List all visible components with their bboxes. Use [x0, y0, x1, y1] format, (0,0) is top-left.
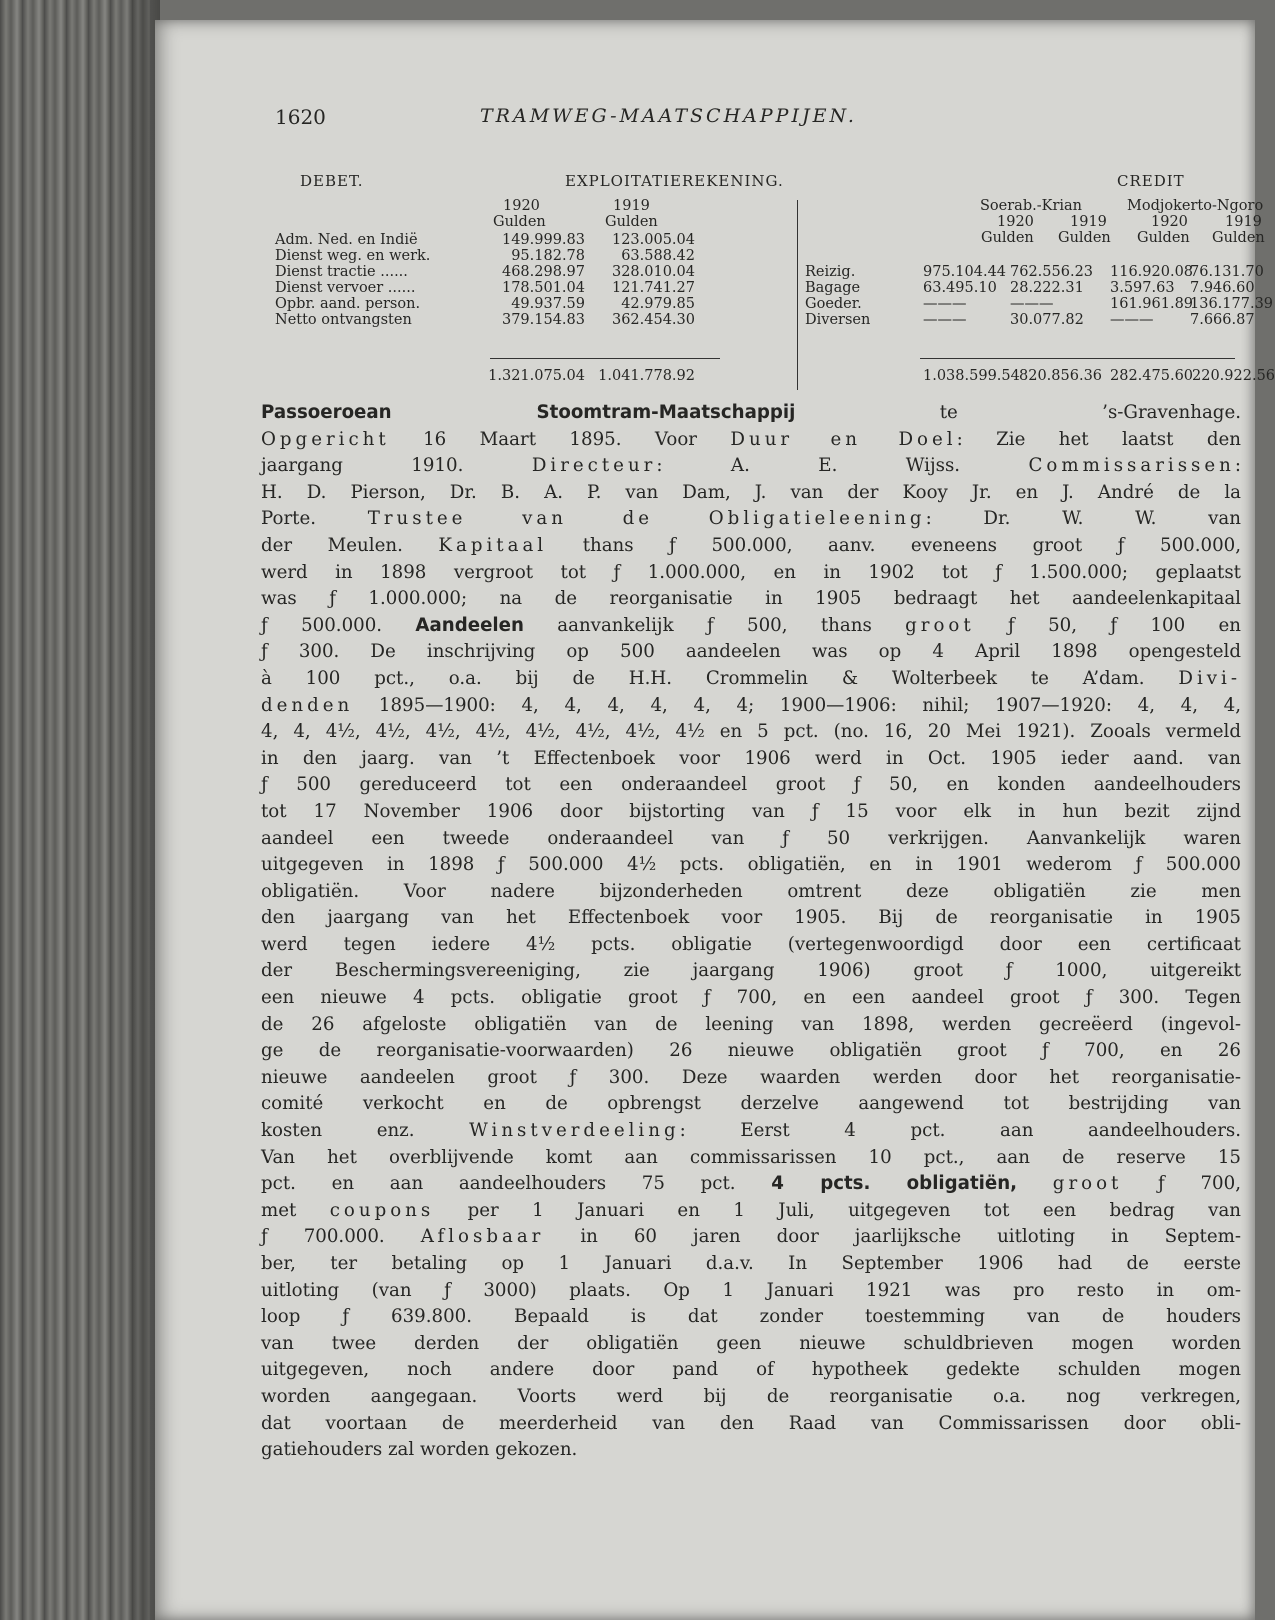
text-line — [261, 932, 1241, 959]
debit-row-label: Dienst tractie ...... — [275, 264, 408, 280]
text-run: jaargang 1910. — [261, 455, 532, 477]
credit-total-rule — [920, 358, 1235, 359]
text-run: H. D. Pierson, Dr. B. A. P. van Dam, J. van der Kooy Jr. en J. André de la — [261, 481, 1241, 503]
text-line — [261, 400, 1241, 427]
spaced-keyword: groot — [1052, 1173, 1123, 1195]
text-run: ge de reorganisatie-voorwaarden) 26 nieuwe obligatiën groot ƒ 700, en 26 — [261, 1040, 1241, 1062]
text-run: : Eerst 4 pct. aan aandeelhouders. — [679, 1120, 1242, 1142]
text-line — [261, 693, 1241, 720]
credit-value: 116.920.08 — [1110, 264, 1194, 280]
text-line — [261, 958, 1241, 985]
text-run: aandeel een tweede onderaandeel van ƒ 50 verkrijgen. Aanvankelijk waren — [261, 827, 1241, 849]
text-run: : A. E. Wijss. — [656, 455, 1029, 477]
text-line — [261, 1118, 1241, 1145]
spaced-keyword: groot — [905, 614, 975, 636]
text-line — [261, 586, 1241, 613]
spaced-keyword: Aflosbaar — [420, 1226, 545, 1248]
debit-value-1919: 42.979.85 — [621, 296, 695, 312]
text-run: ƒ 50, ƒ 100 en — [974, 614, 1241, 636]
debit-total-1919: 1.041.778.92 — [598, 368, 695, 384]
page-number: 1620 — [275, 105, 326, 129]
debet-heading: DEBET. — [300, 172, 364, 190]
text-run: te ’s-Gravenhage. — [795, 402, 1241, 423]
debit-value-1920: 95.182.78 — [511, 248, 585, 264]
text-run: comité verkocht en de opbrengst derzelve aangewend tot bestrijding van — [261, 1093, 1241, 1115]
text-line — [261, 1012, 1241, 1039]
credit-value: 975.104.44 — [923, 264, 1007, 280]
credit-value: 63.495.10 — [923, 280, 997, 296]
text-line — [261, 746, 1241, 773]
exploitatierekening-table — [275, 170, 1275, 400]
debit-row-label: Netto ontvangsten — [275, 312, 412, 328]
debit-value-1920: 468.298.97 — [501, 264, 585, 280]
bold-heading: Aandeelen — [415, 614, 524, 636]
text-line — [261, 453, 1241, 480]
text-line — [261, 1065, 1241, 1092]
credit-group-soerab-krian: Soerab.-Krian — [980, 198, 1082, 214]
text-line — [261, 799, 1241, 826]
text-run: was ƒ 1.000.000; na de reorganisatie in 1905 bedraagt het aandeelenkapitaal — [261, 588, 1241, 610]
text-run: Porte. — [261, 508, 368, 530]
credit-total: 1.038.599.54 — [923, 368, 1020, 384]
credit-year: 1919 — [1225, 214, 1262, 230]
debit-total-1920: 1.321.075.04 — [488, 368, 585, 384]
debit-value-1919: 123.005.04 — [611, 232, 695, 248]
credit-row-label: Diversen — [805, 312, 871, 328]
text-run: : Zie het laatst den — [956, 428, 1241, 450]
text-line — [261, 1145, 1241, 1172]
text-line — [261, 1357, 1241, 1384]
credit-value: ——— — [923, 296, 967, 312]
text-line — [261, 1331, 1241, 1358]
credit-row-label: Goeder. — [805, 296, 862, 312]
text-run: uitloting (van ƒ 3000) plaats. Op 1 Januari 1921 was pro resto in om- — [261, 1279, 1241, 1301]
spaced-keyword: Directeur — [531, 455, 657, 477]
credit-value: 161.961.89 — [1110, 296, 1194, 312]
text-run: met — [261, 1199, 330, 1221]
text-line — [261, 639, 1241, 666]
text-run: uitgegeven in 1898 ƒ 500.000 4½ pcts. obligatiën, en in 1901 wederom ƒ 500.000 — [261, 854, 1241, 876]
text-run: pct. en aan aandeelhouders 75 pct. — [261, 1173, 772, 1195]
credit-value: 7.666.87 — [1190, 312, 1255, 328]
debit-year-1919: 1919 — [613, 198, 650, 214]
debit-unit-1920: Gulden — [493, 214, 546, 230]
exploitatierekening-heading: EXPLOITATIEREKENING. — [565, 172, 784, 190]
debit-row-label: Opbr. aand. person. — [275, 296, 421, 312]
text-line — [261, 1278, 1241, 1305]
text-line — [261, 852, 1241, 879]
credit-value: 30.077.82 — [1010, 312, 1084, 328]
gutter-shadow — [120, 0, 160, 1620]
text-run — [1017, 1173, 1053, 1194]
text-run: werd in 1898 vergroot tot ƒ 1.000.000, en in 1902 tot ƒ 1.500.000; geplaatst — [261, 561, 1241, 583]
company-entry-text — [261, 400, 1241, 1464]
running-title: TRAMWEG-MAATSCHAPPIJEN. — [480, 105, 857, 127]
spaced-keyword: Winstverdeeling — [469, 1120, 680, 1142]
text-run: : Dr. W. W. van — [925, 508, 1241, 530]
text-run: dat voortaan de meerderheid van den Raad van Commissarissen door obli- — [261, 1412, 1241, 1434]
credit-year: 1920 — [1151, 214, 1188, 230]
text-run: der Meulen. — [261, 534, 439, 556]
spaced-keyword: Divi- — [1178, 667, 1241, 689]
bold-heading: 4 pcts. obligatiën, — [771, 1173, 1018, 1195]
text-run: aanvankelijk ƒ 500, thans — [523, 614, 906, 636]
debit-unit-1919: Gulden — [605, 214, 658, 230]
text-line — [261, 560, 1241, 587]
text-run: werd tegen iedere 4½ pcts. obligatie (vertegenwoordigd door een certificaat — [261, 933, 1241, 955]
text-run: der Beschermingsvereeniging, zie jaargang 1906) groot ƒ 1000, uitgereikt — [261, 960, 1241, 982]
text-line — [261, 1437, 1241, 1464]
text-line — [261, 1304, 1241, 1331]
credit-unit: Gulden — [1137, 230, 1190, 246]
spaced-keyword: Commissarissen — [1028, 455, 1235, 477]
credit-value: 762.556.23 — [1010, 264, 1094, 280]
text-run: gatiehouders zal worden gekozen. — [261, 1439, 578, 1461]
credit-unit: Gulden — [1058, 230, 1111, 246]
text-line — [261, 427, 1241, 454]
text-run: 16 Maart 1895. Voor — [389, 428, 731, 450]
text-line — [261, 533, 1241, 560]
credit-row-label: Reizig. — [805, 264, 856, 280]
text-line — [261, 1224, 1241, 1251]
text-run: Van het overblijvende komt aan commissarissen 10 pct., aan de reserve 15 — [261, 1146, 1241, 1168]
spaced-keyword: denden — [261, 694, 354, 716]
credit-value: 3.597.63 — [1110, 280, 1175, 296]
debit-row-label: Dienst weg. en werk. — [275, 248, 431, 264]
text-line — [261, 1198, 1241, 1225]
text-line — [261, 1411, 1241, 1438]
text-run: ber, ter betaling op 1 Januari d.a.v. In September 1906 had de eerste — [261, 1253, 1241, 1274]
credit-row-label: Bagage — [805, 280, 861, 296]
text-line — [261, 772, 1241, 799]
credit-year: 1919 — [1070, 214, 1107, 230]
text-run: ƒ 300. De inschrijving op 500 aandeelen was op 4 April 1898 opengesteld — [261, 641, 1241, 663]
text-run: kosten enz. — [261, 1120, 470, 1142]
text-line — [261, 985, 1241, 1012]
debit-value-1920: 379.154.83 — [501, 312, 585, 328]
text-run: van twee derden der obligatiën geen nieuwe schuldbrieven mogen worden — [261, 1332, 1241, 1354]
credit-value: 7.946.60 — [1190, 280, 1255, 296]
text-line — [261, 905, 1241, 932]
text-run: uitgegeven, noch andere door pand of hypotheek gedekte schulden mogen — [261, 1359, 1241, 1381]
spaced-keyword: Duur en Doel — [730, 428, 957, 450]
credit-value: 28.222.31 — [1010, 280, 1084, 296]
credit-value: ——— — [1110, 312, 1154, 328]
text-run: thans ƒ 500.000, aanv. eveneens groot ƒ 500.000, — [547, 534, 1241, 556]
debit-row-label: Adm. Ned. en Indië — [275, 232, 418, 248]
credit-heading: CREDIT — [1117, 172, 1185, 190]
credit-year: 1920 — [997, 214, 1034, 230]
text-line — [261, 1171, 1241, 1198]
text-line — [261, 666, 1241, 693]
text-run: ƒ 700.000. — [261, 1226, 421, 1248]
credit-value: ——— — [1010, 296, 1054, 312]
text-run: in 60 jaren door jaarlijksche uitloting in Septem- — [544, 1226, 1241, 1248]
debit-value-1919: 63.588.42 — [621, 248, 695, 264]
text-run: 4, 4, 4½, 4½, 4½, 4½, 4½, 4½, 4½, 4½ en 5 pct. (no. 16, 20 Mei 1921). Zooals vermeld — [261, 721, 1241, 743]
text-line — [261, 506, 1241, 533]
spaced-keyword: coupons — [329, 1199, 435, 1221]
text-run: 1895—1900: 4, 4, 4, 4, 4, 4; 1900—1906: nihil; 1907—1920: 4, 4, 4, — [353, 694, 1241, 716]
credit-value: ——— — [923, 312, 967, 328]
credit-unit: Gulden — [981, 230, 1034, 246]
text-line — [261, 719, 1241, 746]
spaced-keyword: Kapitaal — [438, 534, 548, 556]
text-line — [261, 879, 1241, 906]
spaced-keyword: Trustee van de Obligatieleening — [367, 508, 926, 530]
text-run: een nieuwe 4 pcts. obligatie groot ƒ 700, en een aandeel groot ƒ 300. Tegen — [261, 987, 1241, 1009]
text-line — [261, 1091, 1241, 1118]
debit-value-1920: 178.501.04 — [501, 280, 585, 296]
text-run: à 100 pct., o.a. bij de H.H. Crommelin & Wolterbeek te A’dam. — [261, 667, 1179, 689]
credit-total: 282.475.60 — [1110, 368, 1194, 384]
text-run: : — [1234, 455, 1241, 477]
debit-row-label: Dienst vervoer ...... — [275, 280, 416, 296]
text-run: ƒ 700, — [1122, 1173, 1241, 1195]
text-run: obligatiën. Voor nadere bijzonderheden omtrent deze obligatiën zie men — [261, 880, 1241, 902]
text-run: worden aangegaan. Voorts werd bij de reorganisatie o.a. nog verkregen, — [261, 1385, 1241, 1407]
credit-total: 820.856.36 — [1019, 368, 1103, 384]
bold-heading: Passoeroean Stoomtram-Maatschappij — [261, 402, 796, 423]
text-line — [261, 480, 1241, 507]
text-run: ƒ 500 gereduceerd tot een onderaandeel groot ƒ 50, en konden aandeelhouders — [261, 774, 1241, 796]
debit-value-1919: 328.010.04 — [611, 264, 695, 280]
page-header — [275, 105, 1175, 135]
credit-unit: Gulden — [1212, 230, 1265, 246]
book-page — [155, 20, 1275, 1620]
spaced-keyword: Opgericht — [261, 428, 390, 450]
text-run: tot 17 November 1906 door bijstorting van ƒ 15 voor elk in hun bezit zijnd — [261, 800, 1241, 822]
debit-value-1919: 362.454.30 — [611, 312, 695, 328]
text-line — [261, 826, 1241, 853]
debit-year-1920: 1920 — [503, 198, 540, 214]
text-run: den jaargang van het Effectenboek voor 1905. Bij de reorganisatie in 1905 — [261, 907, 1241, 929]
debit-value-1920: 149.999.83 — [501, 232, 585, 248]
credit-value: 76.131.70 — [1190, 264, 1264, 280]
debit-value-1919: 121.741.27 — [611, 280, 695, 296]
text-line — [261, 1251, 1241, 1278]
text-line — [261, 1038, 1241, 1065]
credit-group-modjokerto-ngoro: Modjokerto-Ngoro — [1127, 198, 1264, 214]
text-run: nieuwe aandeelen groot ƒ 300. Deze waarden werden door het reorganisatie- — [261, 1066, 1241, 1088]
credit-value: 136.177.39 — [1190, 296, 1274, 312]
text-line — [261, 613, 1241, 640]
debit-total-rule — [490, 358, 720, 359]
text-run: de 26 afgeloste obligatiën van de leening van 1898, werden gecreëerd (ingevol- — [261, 1013, 1241, 1035]
text-run: in den jaarg. van ’t Effectenboek voor 1906 werd in Oct. 1905 ieder aand. van — [261, 747, 1241, 769]
table-divider — [797, 200, 798, 390]
debit-value-1920: 49.937.59 — [511, 296, 585, 312]
credit-total: 220.922.56 — [1192, 368, 1275, 384]
text-run: per 1 Januari en 1 Juli, uitgegeven tot een bedrag van — [434, 1199, 1241, 1221]
text-run: ƒ 500.000. — [261, 614, 416, 636]
text-line — [261, 1384, 1241, 1411]
text-run: loop ƒ 639.800. Bepaald is dat zonder toestemming van de houders — [261, 1306, 1241, 1328]
